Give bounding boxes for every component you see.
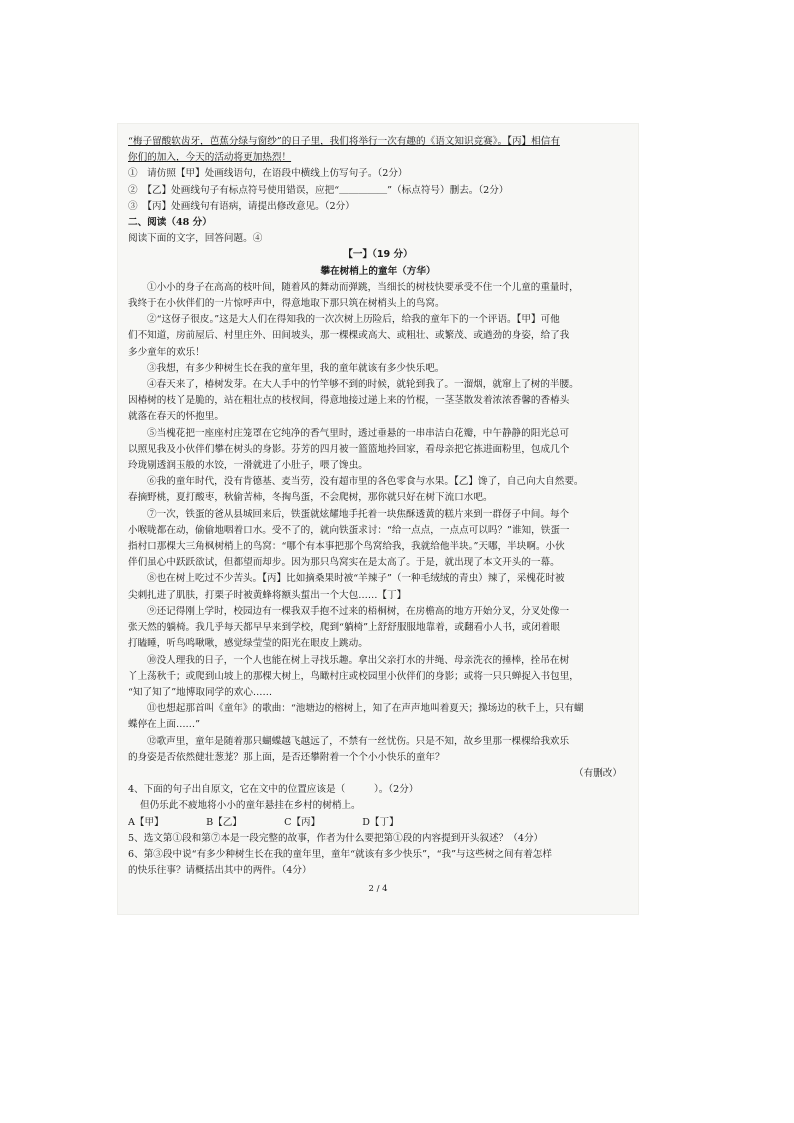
- source-note: （有删改）: [574, 767, 622, 779]
- paragraph-line: 指村口那棵大三角枫树梢上的鸟窝：“哪个有本事把那个鸟窝给我，我就给他半块。”天哪，半块啊。小伙: [128, 541, 565, 553]
- paragraph-line: ③我想，有多少种树生长在我的童年里，我的童年就该有多少快乐吧。: [147, 362, 445, 374]
- paragraph-line: ⑧也在树上吃过不少苦头。【丙】比如摘桑果时被“羊辣子”（一种毛绒绒的青虫）辣了，采槐花时被: [147, 573, 565, 585]
- section-instruction: 阅读下面的文字，回答问题。④: [128, 233, 263, 245]
- paragraph-line: “知了知了”地博取同学的欢心……: [128, 686, 273, 698]
- paragraph-line: ⑥我的童年时代，没有肯德基、麦当劳，没有超市里的各色零食与水果。【乙】馋了，自己向大自然要。: [147, 476, 584, 488]
- paragraph-line: 玲珑剔透润玉般的水饺，一滑就进了小肚子，喂了馋虫。: [128, 460, 368, 472]
- paragraph-line: 尖刺扎进了肌肤，打栗子时被黄蜂将额头蜇出一个大包……【丁】: [128, 589, 407, 601]
- paragraph-line: ⑦一次，铁蛋的爸从县城回来后，铁蛋就炫耀地手托着一块焦酥透黄的糕片来到一群伢子中间。每个: [147, 508, 570, 520]
- question-4-options: [128, 815, 628, 831]
- paragraph-line: ②“这伢子很皮。”这是大人们在得知我的一次次树上历险后，给我的童年下的一个评语。【甲】可他: [147, 314, 560, 326]
- passage-body: [128, 280, 628, 766]
- paragraph-line: 的身姿是否依然健壮葱茏？那上面，是否还攀附着一个个小小快乐的童年？: [128, 751, 445, 763]
- page-number: 2 / 4: [368, 884, 388, 895]
- question-5: 5、选文第①段和第⑦本是一段完整的故事，作者为什么要把第①段的内容提到开头叙述？（4分）: [128, 832, 544, 844]
- paragraph-line: 我终于在小伙伴们的一片惊呼声中，得意地取下那只筑在树梢头上的鸟窝。: [128, 298, 445, 310]
- passage-title: 攀在树梢上的童年（方华）: [320, 265, 436, 277]
- intro-line: “梅子留酸软齿牙，芭蕉分绿与窗纱”的日子里，我们将举行一次有趣的《语文知识竞赛》。【丙】相信有: [128, 136, 560, 147]
- question-3: ③ 【丙】处画线句有语病，请提出修改意见。（2分）: [128, 200, 355, 212]
- question-2: ② 【乙】处画线句子有标点符号使用错误，应把“＿＿＿＿＿”（标点符号）删去。（2分）: [128, 184, 509, 196]
- option-b: B【乙】: [206, 816, 242, 828]
- option-a: A【甲】: [128, 816, 164, 828]
- paragraph-line: 春摘野桃，夏打酸枣，秋偷苦柿，冬掏鸟蛋，不会爬树，那你就只好在树下流口水吧。: [128, 492, 493, 504]
- question-4-sentence: 但仍乐此不疲地将小小的童年悬挂在乡村的树梢上。: [140, 800, 361, 812]
- paragraph-line: 张天然的躺椅。我几乎每天都早早来到学校，爬到“躺椅”上舒舒服服地靠着，或翻看小人书，或闭着眼: [128, 622, 560, 634]
- passage-part: 【一】（19 分）: [343, 249, 413, 261]
- question-4-stem: 4、下面的句子出自原文，它在文中的位置应该是（ ）。（2分）: [128, 784, 419, 796]
- question-6-line: 6、第③段中说“有多少种树生长在我的童年里，童年“就该有多少快乐”，“我”与这些树之间有着怎样: [128, 848, 552, 860]
- paragraph-line: ⑨还记得刚上学时，校园边有一棵我双手抱不过来的梧桐树，在房檐高的地方开始分叉，分叉处像一: [147, 605, 570, 617]
- paragraph-line: 就落在春天的怀抱里。: [128, 411, 224, 423]
- option-c: C【丙】: [284, 816, 321, 828]
- paragraph-line: 伴们虽心中跃跃欲试，但都望而却步。因为那只鸟窝实在是太高了。于是，就出现了本文开头的一幕。: [128, 557, 560, 569]
- intro-line: 你们的加入，今天的活动将更加热烈！: [128, 152, 292, 164]
- question-1: ① 请仿照【甲】处画线语句，在语段中横线上仿写句子。（2分）: [128, 168, 408, 180]
- paragraph-line: 以照见我及小伙伴们攀在树头的身影。芬芳的四月被一篮篮地拎回家，看母亲把它拣进面粉里，包成几个: [128, 443, 570, 455]
- paragraph-line: 多少童年的欢乐！: [128, 346, 205, 358]
- option-d: D【丁】: [362, 816, 399, 828]
- paragraph-line: 丫上荡秋千；或爬到山坡上的那棵大树上，鸟瞰村庄或校园里小伙伴们的身影；或将一只只蝉捉入书包里，: [128, 670, 579, 682]
- paragraph-line: ⑪也想起那首叫《童年》的歌曲：“池塘边的榕树上，知了在声声地叫着夏天；操场边的秋千上，只有蝴: [147, 703, 584, 715]
- paragraph-line: ⑩没人理我的日子，一个人也能在树上寻找乐趣。拿出父亲打水的井绳、母亲洗衣的捶棒，拴吊在树: [147, 654, 570, 666]
- question-6-line: 的快乐往事？请概括出其中的两件。（4分）: [128, 865, 312, 877]
- paragraph-line: ⑤当槐花把一座座村庄笼罩在它纯净的香气里时，透过垂悬的一串串洁白花瓣，中午静静的阳光总可: [147, 427, 570, 439]
- paragraph-line: 蝶停在上面……”: [128, 719, 201, 731]
- paragraph-line: ①小小的身子在高高的枝叶间，随着风的舞动而弹跳，当细长的树枝快要承受不住一个儿童的重量时，: [147, 281, 579, 293]
- exam-page: [128, 134, 628, 898]
- paragraph-line: 们不知道，房前屋后、村里庄外、田间坡头，那一棵棵或高大、或粗壮、或繁茂、或遒劲的身姿，给了我: [128, 330, 570, 342]
- paragraph-line: 因椿树的枝丫是脆的，站在粗壮点的枝杈间，得意地接过递上来的竹棍，一茎茎散发着浓浓香馨的香椿头: [128, 395, 570, 407]
- paragraph-line: ④春天来了，椿树发芽。在大人手中的竹竿够不到的时候，就轮到我了。一溜烟，就窜上了树的半腰。: [147, 379, 579, 391]
- section-heading: 二、阅读（48 分）: [128, 217, 212, 229]
- paragraph-line: 打瞌睡，听鸟鸣啾啾，感觉绿莹莹的阳光在眼皮上跳动。: [128, 638, 368, 650]
- paragraph-line: 小喉咙都在动，偷偷地咽着口水。受不了的，就向铁蛋求讨：“给一点点，一点点可以吗？”谁知，铁蛋一: [128, 524, 570, 536]
- paragraph-line: ⑫歌声里，童年是随着那只蝴蝶越飞越远了，不禁有一丝忧伤。只是不知，故乡里那一棵棵给我欢乐: [147, 735, 570, 747]
